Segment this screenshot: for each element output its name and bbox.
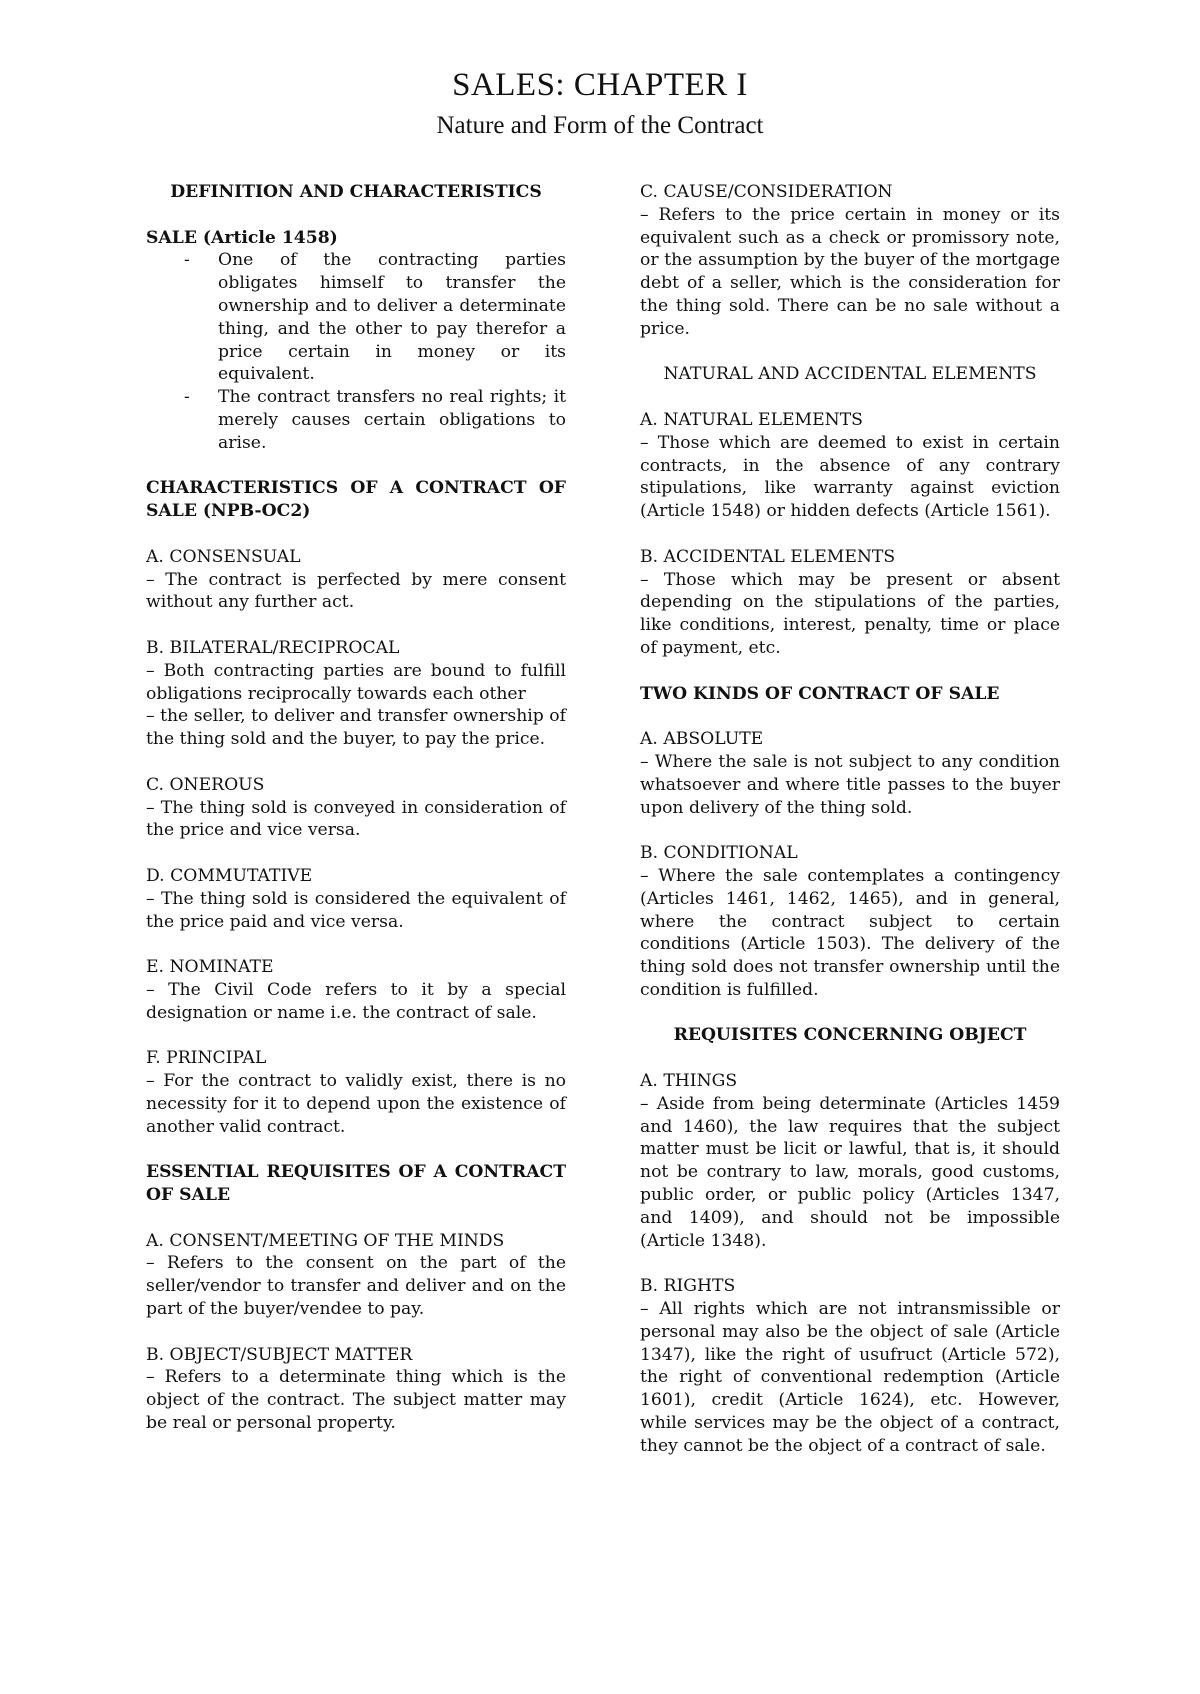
paragraph-accidental: – Those which may be present or absent depending on the stipulations of the parties, like conditions, interest, penalty, time or place of payment, etc. (640, 569, 1060, 658)
dash-bullet: - (184, 250, 190, 271)
section-heading-two-kinds: TWO KINDS OF CONTRACT OF SALE (640, 683, 1000, 704)
paragraph-natural: – Those which are deemed to exist in certain contracts, in the absence of any contrary stipulations, like warranty against eviction (Article 1548) or hidden defects (Article 1561). (640, 432, 1060, 522)
subsection-label-absolute: A. ABSOLUTE (640, 729, 764, 750)
page-title: SALES: CHAPTER I (452, 67, 748, 103)
subsection-label-accidental: B. ACCIDENTAL ELEMENTS (640, 546, 896, 567)
paragraph-cause: – Refers to the price certain in money or its equivalent such as a check or promissory note, or the assumption by the buyer of the mortgage debt of a seller, which is the consideration for the thing sold. There can be no sale without a price. (640, 204, 1060, 339)
paragraph-conditional: – Where the sale contemplates a contingency (Articles 1461, 1462, 1465), and in general, where the contract subject to certain conditions (Article 1503). The delivery of the thing sold does not transfer ownership until the condition is fulfilled. (640, 865, 1060, 1000)
section-heading-natural-accidental: NATURAL AND ACCIDENTAL ELEMENTS (663, 364, 1037, 385)
paragraph-bilateral-1: – Both contracting parties are bound to fulfill obligations reciprocally towards each other (146, 660, 566, 704)
subsection-label-cause: C. CAUSE/CONSIDERATION (640, 182, 893, 202)
subsection-label-consensual: A. CONSENSUAL (146, 546, 301, 567)
section-heading-characteristics: CHARACTERISTICS OF A CONTRACT OF SALE (NPB-OC2) (146, 478, 566, 522)
left-column (146, 181, 566, 1435)
paragraph-principal: – For the contract to validly exist, there is no necessity for it to depend upon the existence of another valid contract. (146, 1071, 566, 1137)
subsection-label-rights: B. RIGHTS (640, 1276, 736, 1297)
section-heading-requisites-object: REQUISITES CONCERNING OBJECT (673, 1025, 1027, 1046)
paragraph-commutative: – The thing sold is considered the equivalent of the price paid and vice versa. (146, 888, 566, 932)
bullet-text: One of the contracting parties obligates himself to transfer the ownership and to deliver a determinate thing, and the other to pay therefor a price certain in money or its equivalent. (218, 250, 566, 385)
section-heading-essential-requisites: ESSENTIAL REQUISITES OF A CONTRACT OF SALE (146, 1162, 566, 1206)
right-column (640, 181, 1060, 1458)
subsection-label-onerous: C. ONEROUS (146, 774, 265, 795)
paragraph-absolute: – Where the sale is not subject to any condition whatsoever and where title passes to the buyer upon delivery of the thing sold. (640, 751, 1060, 818)
paragraph-bilateral-2: – the seller, to deliver and transfer ownership of the thing sold and the buyer, to pay the price. (146, 706, 566, 750)
subsection-label-commutative: D. COMMUTATIVE (146, 865, 313, 886)
paragraph-nominate: – The Civil Code refers to it by a special designation or name i.e. the contract of sale. (146, 979, 566, 1023)
page-subtitle: Nature and Form of the Contract (436, 111, 764, 139)
paragraph-things: – Aside from being determinate (Articles 1459 and 1460), the law requires that the subject matter must be licit or lawful, that is, it should not be contrary to law, morals, good customs, public order, or public policy (Articles 1347, and 1409), and should not be impossible (Article 1348). (640, 1093, 1060, 1251)
subsection-label-consent: A. CONSENT/MEETING OF THE MINDS (146, 1230, 505, 1251)
sale-bullet-list (146, 249, 566, 454)
dash-bullet: - (184, 387, 190, 408)
subsection-label-principal: F. PRINCIPAL (146, 1048, 267, 1069)
subsection-label-bilateral: B. BILATERAL/RECIPROCAL (146, 637, 400, 658)
page-header (0, 66, 1200, 141)
paragraph-consent: – Refers to the consent on the part of the seller/vendor to transfer and deliver and on the part of the buyer/vendee to pay. (146, 1253, 566, 1320)
subsection-label-nominate: E. NOMINATE (146, 957, 274, 978)
bullet-text: The contract transfers no real rights; it merely causes certain obligations to arise. (218, 387, 566, 453)
subsection-label-natural: A. NATURAL ELEMENTS (640, 409, 863, 430)
subsection-label-things: A. THINGS (640, 1071, 738, 1092)
section-heading-sale: SALE (Article 1458) (146, 227, 338, 248)
subsection-label-object: B. OBJECT/SUBJECT MATTER (146, 1344, 413, 1365)
paragraph-rights: – All rights which are not intransmissible or personal may also be the object of sale (Article 1347), like the right of usufruct (Article 572), the right of conventional redemption (Article 1601), credit (Article 1624), etc. However, while services may be the object of a contract, they cannot be the object of a contract of sale. (640, 1299, 1060, 1456)
list-item (146, 249, 566, 386)
paragraph-onerous: – The thing sold is conveyed in consideration of the price and vice versa. (146, 797, 566, 841)
subsection-label-conditional: B. CONDITIONAL (640, 843, 798, 864)
list-item (146, 386, 566, 454)
section-heading-definition: DEFINITION AND CHARACTERISTICS (170, 182, 542, 202)
paragraph-consensual: – The contract is perfected by mere consent without any further act. (146, 569, 566, 613)
paragraph-object: – Refers to a determinate thing which is the object of the contract. The subject matter may be real or personal property. (146, 1367, 566, 1434)
